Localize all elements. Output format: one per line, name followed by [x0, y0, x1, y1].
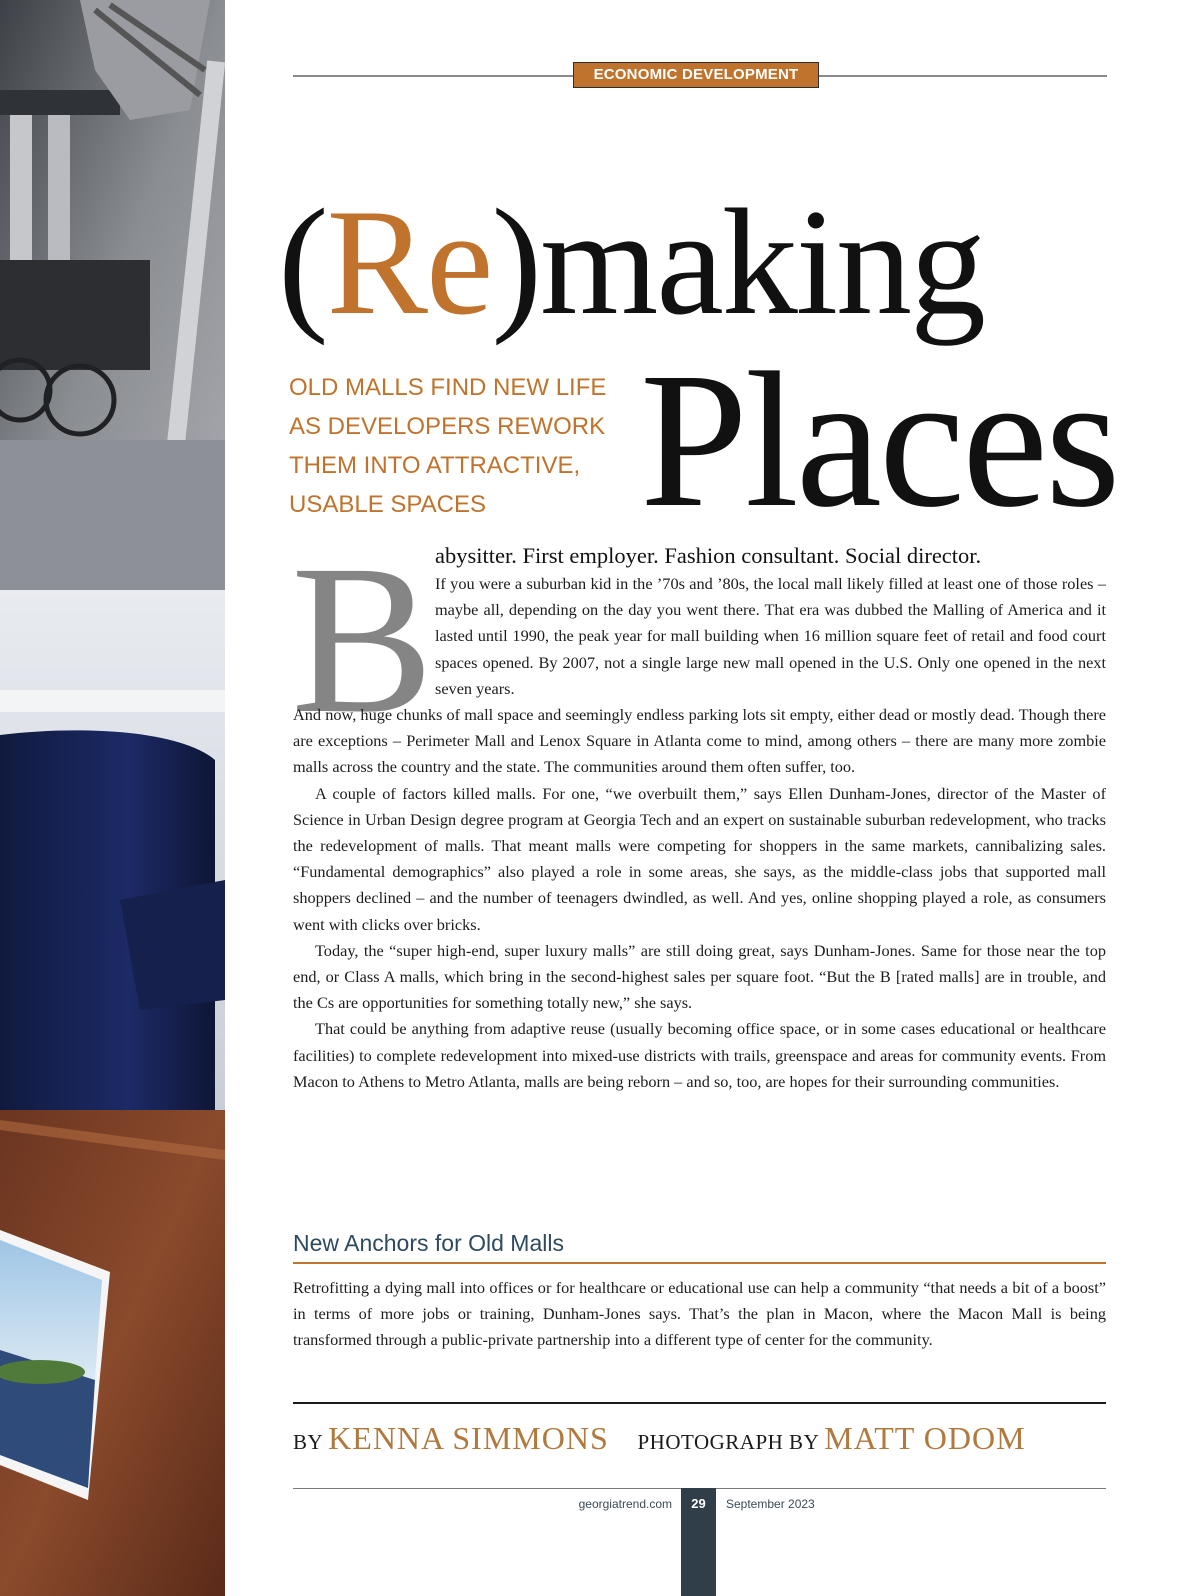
section-paragraph: Retrofitting a dying mall into offices or for healthcare or educational use can help a community “that needs a bit of a boost” in terms of more jobs or training, Dunham-Jones says. That’s the plan in Macon, where the Macon Mall is being transformed through a public-private partnership into a different type of center for the community. — [293, 1278, 1106, 1350]
byline-rule — [293, 1402, 1106, 1404]
headline-prefix: Re — [326, 178, 492, 346]
deck-line: USABLE SPACES — [289, 491, 486, 518]
deck-line: AS DEVELOPERS REWORK — [289, 413, 606, 440]
deck — [289, 368, 634, 524]
deck-line: OLD MALLS FIND NEW LIFE — [289, 374, 607, 401]
byline-by-label: BY — [293, 1430, 329, 1454]
section-label: ECONOMIC DEVELOPMENT — [573, 62, 819, 88]
deck-line: THEM INTO ATTRACTIVE, — [289, 452, 581, 479]
lead-sentence: abysitter. First employer. Fashion consultant. Social director. — [435, 543, 982, 568]
headline-word-places: Places — [640, 332, 1118, 547]
subhead-rule — [293, 1262, 1106, 1264]
photographer-name: MATT ODOM — [824, 1420, 1026, 1456]
headline-paren-open: ( — [278, 178, 327, 346]
headline — [278, 178, 985, 346]
headline-paren-close: ) — [491, 178, 541, 346]
body-paragraph: That could be anything from adaptive reuse (usually becoming office space, or in some cases educational or healthcare facilities) to complete redevelopment into mixed-use districts with trails, greenspace and areas for community events. From Macon to Athens to Metro Atlanta, malls are being reborn – and so, too, are hopes for their surrounding communities. — [293, 1019, 1106, 1091]
headline-word-making: making — [540, 178, 985, 346]
body-paragraph: Today, the “super high-end, super luxury malls” are still doing great, says Dunham-Jones. Same for those near the top end, or Class A malls, which bring in the second-highest sales per square foot. “But the B [rated malls] are in trouble, and the Cs are opportunities for something totally new,” she says. — [293, 940, 1106, 1013]
byline — [293, 1420, 1106, 1457]
drop-cap: B — [291, 521, 434, 758]
author-name: KENNA SIMMONS — [328, 1420, 618, 1456]
body-paragraph: A couple of factors killed malls. For one, “we overbuilt them,” says Ellen Dunham-Jones, director of the Master of Science in Urban Design degree program at Georgia Tech and an expert on sustainable suburban redevelopment, who tracks the redevelopment of malls. That meant malls were competing for shoppers in the same markets, cannibalizing sales. “Fundamental demographics” also played a role in some areas, she says, as the middle-class jobs that supported mall shoppers declined – and the number of teenagers dwindled, as well. And yes, online shopping played a role, as consumers went with clicks over bricks. — [293, 783, 1106, 934]
subhead: New Anchors for Old Malls — [293, 1230, 564, 1256]
cover-photograph — [0, 0, 225, 1596]
intro-paragraph-continued: And now, huge chunks of mall space and seemingly endless parking lots sit empty, either dead or mostly dead. Though there are exceptions – Perimeter Mall and Lenox Square in Atlanta come to mind, among others – there are many more zombie malls across the country and the state. The communities around them often suffer, too. — [293, 705, 1106, 777]
photo-credit-label: PHOTOGRAPH BY — [637, 1430, 825, 1454]
footer-website: georgiatrend.com — [578, 1497, 672, 1511]
article-body — [293, 702, 1106, 1095]
page-number: 29 — [681, 1488, 716, 1596]
intro-paragraph-indented: If you were a suburban kid in the ’70s and ’80s, the local mall likely filled at least one of those roles – maybe all, depending on the day you went there. That era was dubbed the Malling of America and it lasted until 1990, the peak year for mall building when 16 million square feet of retail and food court spaces opened. By 2007, not a single large new mall opened in the U.S. Only one opened in the next seven years. — [435, 574, 1106, 698]
section-body — [293, 1275, 1106, 1354]
footer-issue-date: September 2023 — [726, 1497, 815, 1511]
